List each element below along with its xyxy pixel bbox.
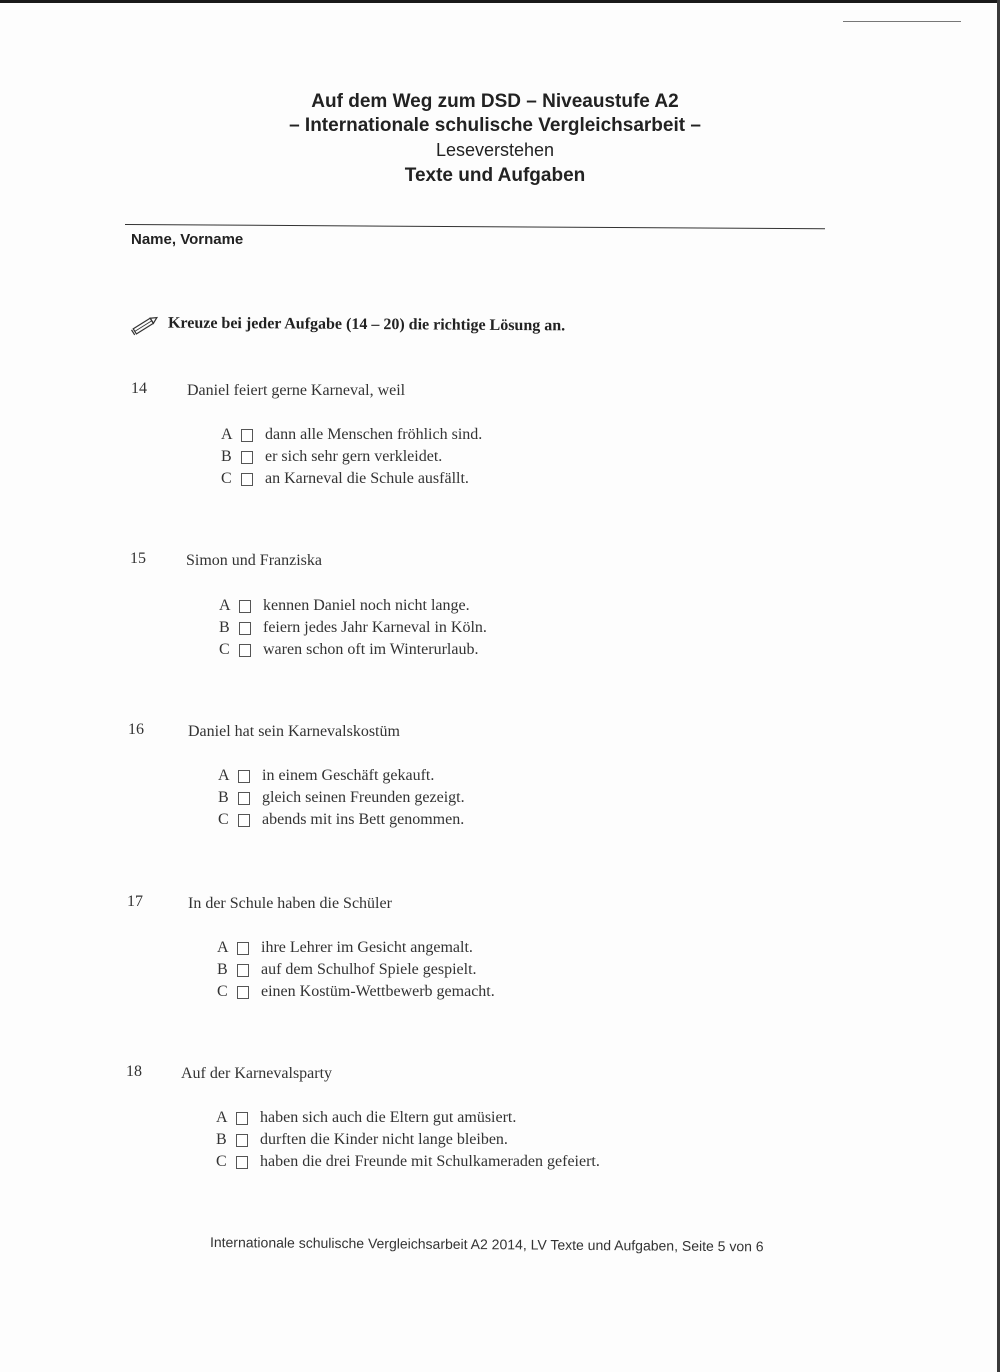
option-text: er sich sehr gern verkleidet.	[265, 448, 443, 465]
header-part: Texte und Aufgaben	[404, 165, 586, 186]
option-text: haben sich auch die Eltern gut amüsiert.	[260, 1109, 517, 1126]
option-text: waren schon oft im Winterurlaub.	[263, 641, 479, 658]
scan-edge-top	[0, 0, 1000, 3]
question-number: 18	[126, 1063, 142, 1080]
header-title: Auf dem Weg zum DSD – Niveaustufe A2	[311, 91, 679, 112]
option-b[interactable]	[216, 1131, 508, 1149]
option-a[interactable]	[221, 426, 482, 444]
option-text: abends mit ins Bett genommen.	[262, 811, 465, 828]
answer-checkbox[interactable]	[237, 986, 249, 999]
answer-checkbox[interactable]	[239, 600, 251, 613]
option-letter: C	[218, 811, 229, 828]
option-letter: B	[221, 448, 232, 465]
question-stem: Daniel hat sein Karnevalskostüm	[188, 723, 400, 740]
option-letter: C	[219, 641, 230, 658]
option-a[interactable]	[218, 767, 434, 785]
option-letter: B	[217, 961, 228, 978]
option-letter: C	[221, 470, 232, 487]
answer-checkbox[interactable]	[241, 429, 253, 442]
option-letter: C	[216, 1153, 227, 1170]
option-text: dann alle Menschen fröhlich sind.	[265, 426, 483, 443]
option-b[interactable]	[217, 961, 477, 979]
option-letter: B	[216, 1131, 227, 1148]
option-b[interactable]	[219, 619, 487, 637]
question-stem: In der Schule haben die Schüler	[188, 895, 392, 912]
option-c[interactable]	[221, 470, 469, 488]
question-stem: Daniel feiert gerne Karneval, weil	[187, 382, 406, 399]
option-letter: A	[219, 597, 231, 614]
option-b[interactable]	[221, 448, 442, 466]
option-text: ihre Lehrer im Gesicht angemalt.	[261, 939, 473, 956]
name-field-line[interactable]	[125, 224, 825, 229]
option-letter: A	[218, 767, 230, 784]
answer-checkbox[interactable]	[237, 942, 249, 955]
page-footer: Internationale schulische Vergleichsarbeit A2 2014, LV Texte und Aufgaben, Seite 5 von 6	[209, 1234, 764, 1255]
answer-checkbox[interactable]	[236, 1134, 248, 1147]
option-text: durften die Kinder nicht lange bleiben.	[260, 1131, 508, 1148]
option-letter: A	[217, 939, 229, 956]
option-letter: B	[218, 789, 229, 806]
instruction-text: Kreuze bei jeder Aufgabe (14 – 20) die richtige Lösung an.	[167, 314, 566, 335]
answer-checkbox[interactable]	[241, 473, 253, 486]
question-number: 17	[127, 893, 143, 910]
pencil-icon	[130, 312, 160, 338]
answer-checkbox[interactable]	[239, 622, 251, 635]
option-c[interactable]	[216, 1153, 600, 1171]
option-text: feiern jedes Jahr Karneval in Köln.	[263, 619, 487, 636]
option-text: kennen Daniel noch nicht lange.	[263, 597, 470, 614]
option-c[interactable]	[217, 983, 495, 1001]
option-letter: C	[217, 983, 228, 1000]
header-subtitle: – Internationale schulische Vergleichsarbeit –	[289, 115, 701, 136]
option-letter: A	[216, 1109, 228, 1126]
option-c[interactable]	[218, 811, 464, 829]
option-text: haben die drei Freunde mit Schulkameraden gefeiert.	[260, 1153, 600, 1170]
option-a[interactable]	[216, 1109, 516, 1127]
question-number: 14	[131, 380, 147, 397]
answer-checkbox[interactable]	[239, 644, 251, 657]
question-stem: Auf der Karnevalsparty	[181, 1065, 333, 1082]
question-number: 16	[128, 721, 144, 738]
option-text: gleich seinen Freunden gezeigt.	[262, 789, 465, 806]
name-field-label: Name, Vorname	[131, 231, 244, 248]
answer-checkbox[interactable]	[238, 770, 250, 783]
option-b[interactable]	[218, 789, 465, 807]
answer-checkbox[interactable]	[236, 1156, 248, 1169]
question-number: 15	[130, 550, 146, 567]
option-a[interactable]	[219, 597, 470, 615]
answer-checkbox[interactable]	[237, 964, 249, 977]
corner-mark	[843, 21, 961, 22]
option-text: auf dem Schulhof Spiele gespielt.	[261, 961, 477, 978]
option-c[interactable]	[219, 641, 478, 659]
instruction	[130, 312, 565, 338]
option-text: an Karneval die Schule ausfällt.	[265, 470, 469, 487]
option-letter: A	[221, 426, 233, 443]
answer-checkbox[interactable]	[236, 1112, 248, 1125]
answer-checkbox[interactable]	[241, 451, 253, 464]
answer-checkbox[interactable]	[238, 814, 250, 827]
answer-checkbox[interactable]	[238, 792, 250, 805]
header-section: Leseverstehen	[435, 140, 555, 160]
option-text: einen Kostüm-Wettbewerb gemacht.	[261, 983, 495, 1000]
option-letter: B	[219, 619, 230, 636]
option-a[interactable]	[217, 939, 473, 957]
option-text: in einem Geschäft gekauft.	[262, 767, 435, 784]
question-stem: Simon und Franziska	[186, 552, 322, 569]
document-header	[200, 90, 790, 190]
